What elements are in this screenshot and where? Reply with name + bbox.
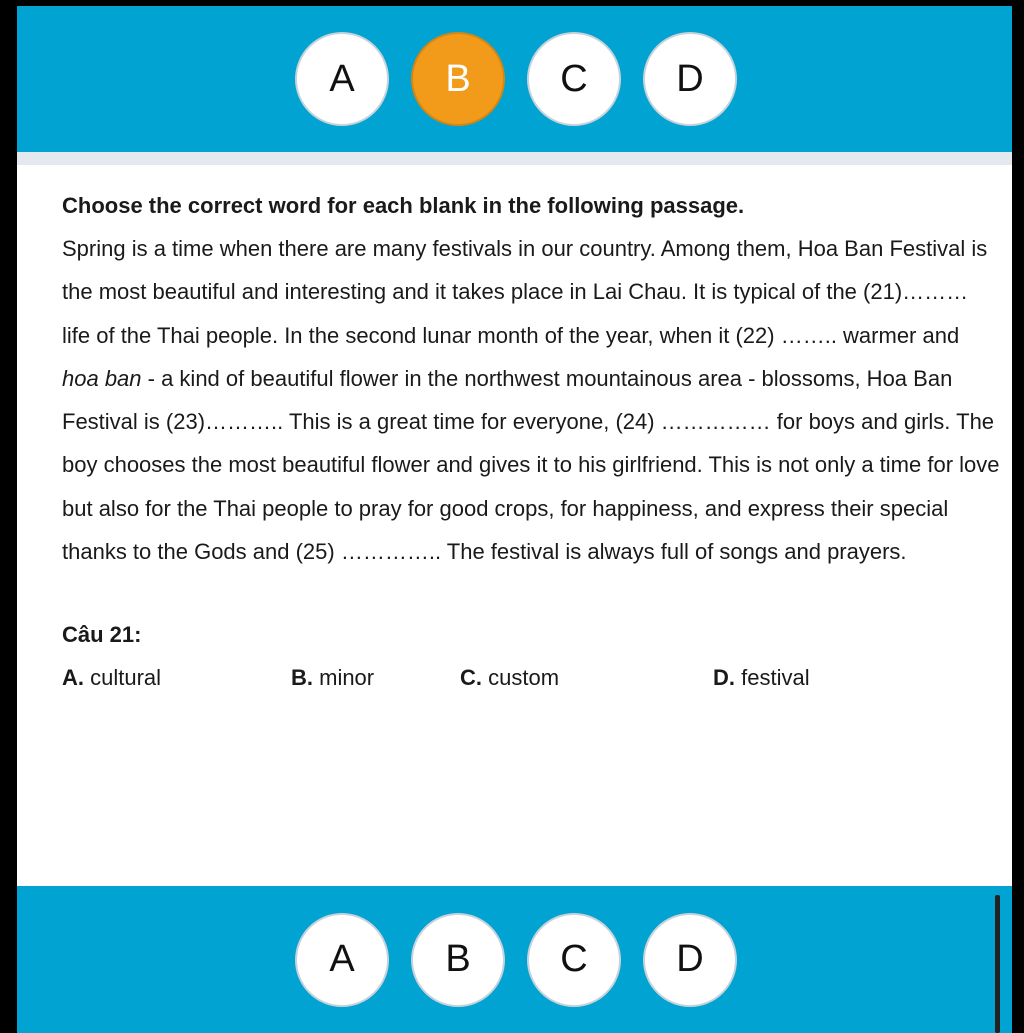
option-c-letter: C. [460, 665, 482, 691]
option-d[interactable] [713, 656, 810, 699]
option-b-letter: B. [291, 665, 313, 691]
scrollbar-thumb[interactable] [995, 895, 1000, 1033]
bottom-answer-choices [292, 913, 737, 1007]
option-a-text: cultural [84, 665, 162, 691]
question-options [62, 656, 1002, 699]
bottom-answer-a-button[interactable]: A [295, 913, 389, 1007]
top-answer-a-button[interactable]: A [295, 32, 389, 126]
option-b-text: minor [313, 665, 375, 691]
bottom-answer-d-button[interactable]: D [643, 913, 737, 1007]
option-d-text: festival [735, 665, 810, 691]
passage-part-2: - a kind of beautiful flower in the northwest mountainous area - blossoms, Hoa Ban Festival is (23)……….. This is a great time for everyone, (24) …………… for boys and girls. The boy chooses the most beautiful flower and gives it to his girlfriend. This is not only a time for love but also for the Thai people to pray for good crops, for happiness, and express their special thanks to the Gods and (25) ………….. The festival is always full of songs and prayers. [62, 365, 1000, 565]
passage-part-1: Spring is a time when there are many festivals in our country. Among them, Hoa Ban Festival is the most beautiful and interesting and it takes place in Lai Chau. It is typical of the (21)……… life of the Thai people. In the second lunar month of the year, when it (22) …….. warmer and [62, 236, 988, 348]
quiz-screen [17, 6, 1012, 1033]
top-divider [17, 152, 1012, 165]
top-answer-d-button[interactable]: D [643, 32, 737, 126]
bottom-answer-bar [17, 886, 1012, 1033]
option-b[interactable] [291, 656, 374, 699]
question-content [62, 184, 1002, 699]
top-answer-bar [17, 6, 1012, 152]
option-a-letter: A. [62, 665, 84, 691]
top-answer-b-button[interactable]: B [411, 32, 505, 126]
instruction-text: Choose the correct word for each blank in the following passage. [62, 193, 745, 218]
bottom-answer-c-button[interactable]: C [527, 913, 621, 1007]
question-label: Câu 21: [62, 622, 142, 648]
passage-italic-term: hoa ban [62, 365, 142, 391]
option-c-text: custom [482, 665, 560, 691]
top-answer-choices [292, 32, 737, 126]
bottom-answer-b-button[interactable]: B [411, 913, 505, 1007]
reading-passage [62, 227, 1002, 573]
option-c[interactable] [460, 656, 559, 699]
option-d-letter: D. [713, 665, 735, 691]
option-a[interactable] [62, 656, 161, 699]
top-answer-c-button[interactable]: C [527, 32, 621, 126]
